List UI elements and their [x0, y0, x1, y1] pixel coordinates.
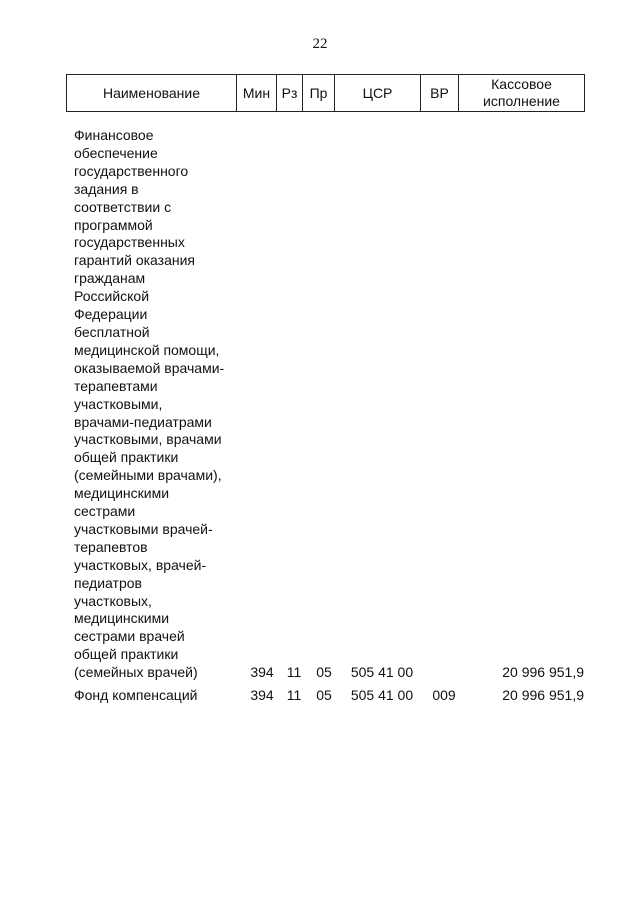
row-min: 394	[250, 687, 274, 704]
row-csr: 505 41 00	[350, 687, 414, 704]
row-name: Фонд компенсаций	[74, 687, 198, 704]
header-vr: ВР	[421, 75, 459, 112]
row-csr: 505 41 00	[350, 664, 414, 681]
table-header	[66, 74, 585, 112]
row-vr: 009	[432, 687, 456, 704]
row-sum: 20 996 951,9	[502, 687, 584, 704]
row-pr: 05	[316, 687, 332, 704]
row-pr: 05	[316, 664, 332, 681]
header-csr: ЦСР	[335, 75, 421, 112]
table-body	[66, 127, 584, 705]
page-number: 22	[312, 36, 328, 52]
row-rz: 11	[286, 687, 302, 704]
header-rz: Рз	[277, 75, 303, 112]
row-min: 394	[250, 664, 274, 681]
table-row	[66, 127, 584, 682]
row-sum: 20 996 951,9	[502, 664, 584, 681]
header-name: Наименование	[67, 75, 237, 112]
header-sum: Кассовое исполнение	[459, 75, 585, 112]
table-row	[66, 687, 584, 705]
header-min: Мин	[237, 75, 277, 112]
header-pr: Пр	[303, 75, 335, 112]
row-rz: 11	[286, 664, 302, 681]
row-name: Финансовое обеспечение государственного задания в соответствии с программой государственных гарантий оказания гражданам Российской Федерации бесплатной медицинской помощи, оказываемой врачами- терапевтами участковыми, врачами-педиатрами участковыми, врачами общей практики (семейными врачами), медицинскими сестрами участковыми врачей- терапевтов участковых, врачей- педиатров участковых, медицинскими сестрами врачей общей практики (семейных врачей)	[74, 127, 225, 681]
